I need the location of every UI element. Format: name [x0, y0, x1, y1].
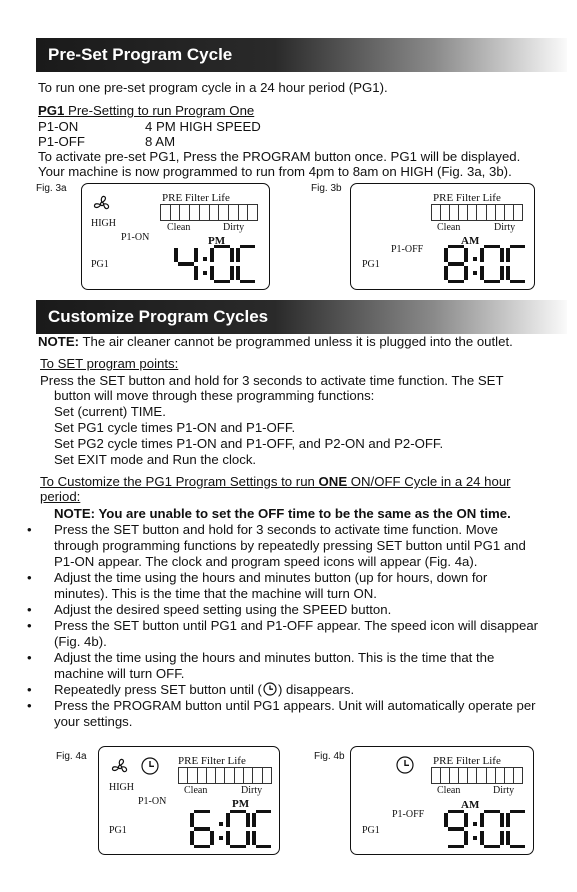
note-line	[38, 334, 513, 350]
set-item: Set PG2 cycle times P1-ON and P1-OFF, and P2-ON and P2-OFF.	[54, 436, 444, 451]
set-line-2: button will move through these programming functions:	[54, 388, 375, 403]
intro-text: To run one pre-set program cycle in a 24 hour period (PG1).	[38, 80, 388, 95]
filter-life-title: PRE Filter Life	[178, 755, 246, 767]
lcd-display-fig3a	[81, 183, 270, 290]
bullet-dot: •	[27, 602, 32, 617]
bullet-line: P1-ON appear. The clock and program speed icons will appear (Fig. 4a).	[54, 554, 478, 569]
speed-label: HIGH	[109, 782, 134, 793]
colon-dot	[473, 271, 477, 275]
fig-label: Fig. 4b	[314, 751, 345, 762]
clock-icon	[262, 682, 278, 696]
filter-life-bar	[431, 767, 523, 784]
section-banner-customize	[36, 300, 567, 334]
section-title: Customize Program Cycles	[48, 307, 269, 326]
section-banner-preset	[36, 38, 567, 72]
clean-label: Clean	[167, 222, 191, 233]
pg-label: PG1	[91, 259, 109, 270]
customize-heading-part: ON/OFF Cycle in a 24 hour	[347, 474, 511, 489]
set-item: Set EXIT mode and Run the clock.	[54, 452, 257, 467]
pg1-label: PG1	[38, 103, 65, 118]
lcd-display-fig4a	[98, 746, 280, 855]
p1on-label: P1-ON	[38, 119, 79, 134]
colon-dot	[219, 822, 223, 826]
fan-icon	[110, 757, 130, 777]
bullet-text: ) disappears.	[277, 682, 355, 697]
time-display	[443, 245, 525, 283]
program-label: P1-OFF	[391, 244, 424, 255]
clock-icon	[140, 756, 160, 776]
pg1-heading	[38, 103, 254, 119]
clean-label: Clean	[437, 785, 461, 796]
time-display	[443, 810, 525, 848]
set-item: Set (current) TIME.	[54, 404, 166, 419]
bullet-line: machine will turn OFF.	[54, 666, 185, 681]
colon-dot	[473, 257, 477, 261]
clock-icon	[395, 755, 415, 775]
bullet-line: Press the SET button until PG1 and P1-OFF appear. The speed icon will disappear	[54, 618, 539, 633]
fig-label: Fig. 3b	[311, 183, 342, 194]
bullet-line: minutes). This is the time that the machine will turn ON.	[54, 586, 377, 601]
bullet-text: Repeatedly press SET button until (	[54, 682, 262, 697]
set-item: Set PG1 cycle times P1-ON and P1-OFF.	[54, 420, 296, 435]
bullet-dot: •	[27, 682, 32, 697]
ampm-label: AM	[461, 799, 480, 811]
note-equal-times: NOTE: You are unable to set the OFF time to be the same as the ON time.	[54, 506, 511, 521]
colon-dot	[473, 836, 477, 840]
pg1-desc: Pre-Setting to run Program One	[64, 103, 255, 118]
pg-label: PG1	[362, 259, 380, 270]
bullet-line: your settings.	[54, 714, 133, 729]
clean-label: Clean	[437, 222, 461, 233]
programmed-line: Your machine is now programmed to run from 4pm to 8am on HIGH (Fig. 3a, 3b).	[38, 164, 512, 179]
bullet-line: Press the PROGRAM button until PG1 appears. Unit will automatically operate per	[54, 698, 536, 713]
fig-label: Fig. 3a	[36, 183, 67, 194]
filter-life-title: PRE Filter Life	[162, 192, 230, 204]
note-text: The air cleaner cannot be programmed unless it is plugged into the outlet.	[79, 334, 513, 349]
customize-heading	[40, 474, 511, 490]
bullet-line: Adjust the time using the hours and minutes button (up for hours, down for	[54, 570, 488, 585]
bullet-dot: •	[27, 522, 32, 537]
ampm-label: AM	[461, 235, 480, 247]
p1off-value: 8 AM	[145, 134, 176, 149]
bullet-dot: •	[27, 698, 32, 713]
colon-dot	[219, 836, 223, 840]
bullet-line: through programming functions by repeatedly pressing SET button until PG1 and	[54, 538, 526, 553]
filter-life-title: PRE Filter Life	[433, 192, 501, 204]
colon-dot	[203, 271, 207, 275]
bullet-dot: •	[27, 618, 32, 633]
program-label: P1-OFF	[392, 809, 425, 820]
bullet-dot: •	[27, 570, 32, 585]
note-label: NOTE:	[38, 334, 80, 349]
lcd-display-fig4b	[350, 746, 534, 855]
ampm-label: PM	[208, 235, 226, 247]
lcd-display-fig3b	[350, 183, 535, 290]
speed-label: HIGH	[91, 218, 116, 229]
customize-heading-period: period:	[40, 489, 81, 504]
dirty-label: Dirty	[223, 222, 245, 233]
bullet-dot: •	[27, 650, 32, 665]
colon-dot	[473, 822, 477, 826]
pg-label: PG1	[362, 825, 380, 836]
set-heading: To SET program points:	[40, 356, 179, 371]
time-display	[189, 810, 271, 848]
dirty-label: Dirty	[494, 222, 516, 233]
dirty-label: Dirty	[241, 785, 263, 796]
program-label: P1-ON	[121, 232, 150, 243]
customize-heading-bold: ONE	[318, 474, 348, 489]
time-display	[173, 245, 255, 283]
bullet-line-clock	[54, 682, 354, 698]
bullet-line: (Fig. 4b).	[54, 634, 107, 649]
bullet-line: Press the SET button and hold for 3 seconds to activate time function. Move	[54, 522, 498, 537]
dirty-label: Dirty	[493, 785, 515, 796]
colon-dot	[203, 257, 207, 261]
filter-life-title: PRE Filter Life	[433, 755, 501, 767]
customize-heading-part: To Customize the PG1 Program Settings to run	[40, 474, 319, 489]
p1on-value: 4 PM HIGH SPEED	[145, 119, 261, 134]
activate-line: To activate pre-set PG1, Press the PROGRAM button once. PG1 will be displayed.	[38, 149, 521, 164]
pg-label: PG1	[109, 825, 127, 836]
program-label: P1-ON	[138, 796, 167, 807]
bullet-line: Adjust the desired speed setting using the SPEED button.	[54, 602, 392, 617]
clean-label: Clean	[184, 785, 208, 796]
bullet-line: Adjust the time using the hours and minutes button. This is the time that the	[54, 650, 495, 665]
fan-icon	[92, 194, 112, 214]
filter-life-bar	[431, 204, 523, 221]
section-title: Pre-Set Program Cycle	[48, 45, 233, 64]
filter-life-bar	[178, 767, 272, 784]
ampm-label: PM	[232, 798, 250, 810]
filter-life-bar	[160, 204, 258, 221]
fig-label: Fig. 4a	[56, 751, 87, 762]
set-line-1: Press the SET button and hold for 3 seconds to activate time function. The SET	[40, 373, 504, 388]
p1off-label: P1-OFF	[38, 134, 85, 149]
